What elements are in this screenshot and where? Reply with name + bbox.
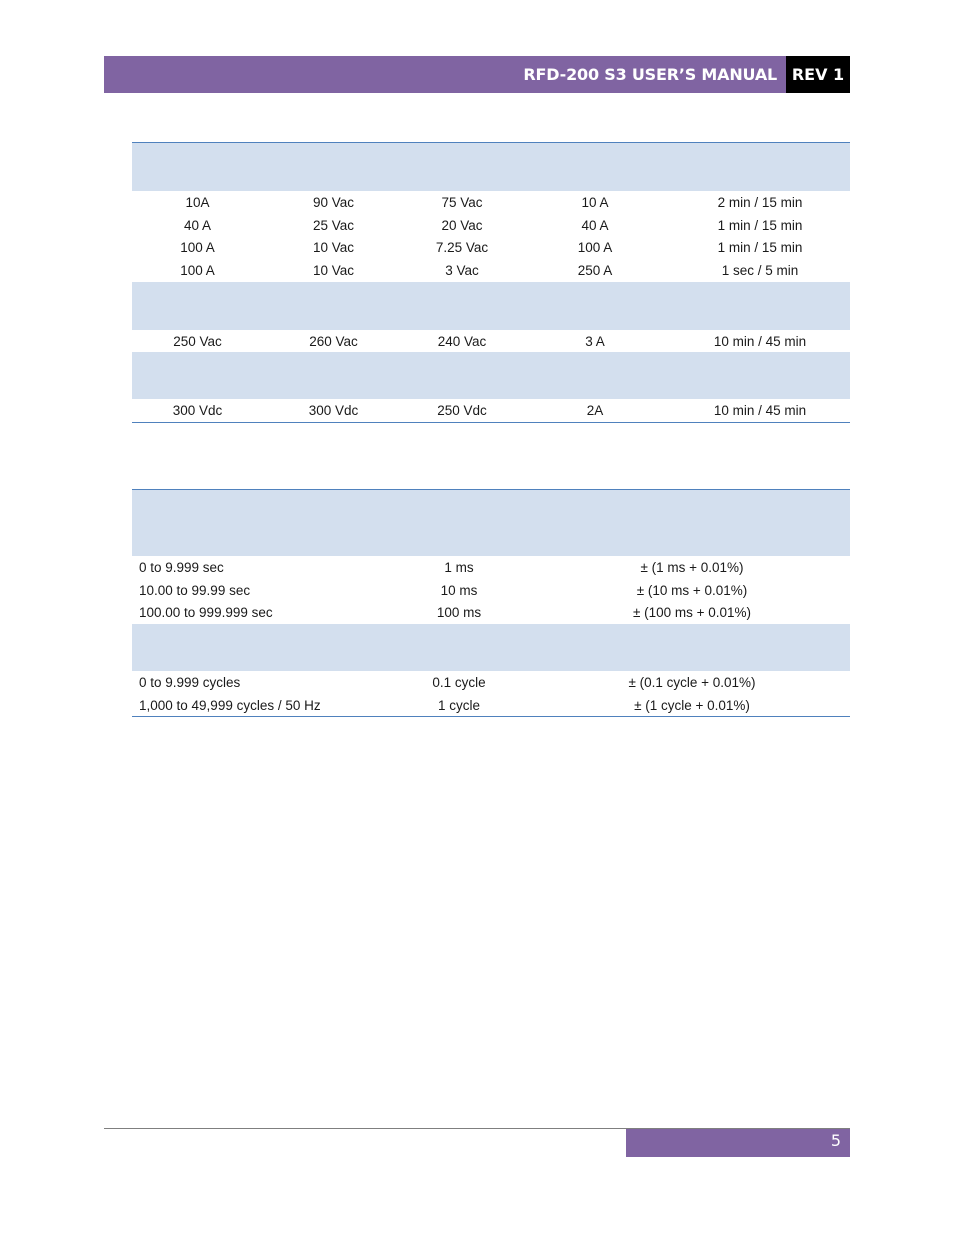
- table-cell: 100.00 to 999.999 sec: [139, 605, 273, 621]
- table-cell: ± (0.1 cycle + 0.01%): [628, 674, 756, 690]
- table-cell: 1 ms: [444, 559, 474, 575]
- table-cell: 10 ms: [440, 582, 478, 598]
- table-cell: 3 Vac: [445, 262, 479, 278]
- table-cell: ± (10 ms + 0.01%): [636, 582, 748, 598]
- table-cell: 300 Vdc: [308, 403, 359, 419]
- table-cell: 250 A: [577, 262, 613, 278]
- table-row: [132, 671, 850, 694]
- table-cell: 1,000 to 49,999 cycles / 50 Hz: [139, 697, 321, 713]
- table-section-band: [132, 143, 850, 192]
- table-cell: 40 A: [581, 217, 609, 233]
- table-cell: 0 to 9.999 cycles: [139, 674, 241, 690]
- table-row: [132, 191, 850, 214]
- table-row: [132, 330, 850, 353]
- footer-bar: [626, 1129, 850, 1157]
- table-cell: ± (1 cycle + 0.01%): [634, 697, 750, 713]
- table-cell: 10 A: [581, 194, 609, 210]
- table-cell: 75 Vac: [441, 194, 483, 210]
- table-cell: 2 min / 15 min: [717, 194, 803, 210]
- table-cell: 10 Vac: [312, 262, 355, 278]
- table-row: [132, 259, 850, 282]
- table-cell: 25 Vac: [312, 217, 355, 233]
- page-number: 5: [830, 1131, 841, 1150]
- table-cell: 100 A: [180, 240, 215, 256]
- table-row: [132, 236, 850, 259]
- table-cell: 1 sec / 5 min: [721, 262, 799, 278]
- timer-specifications-table: [132, 489, 850, 717]
- table-cell: 1 min / 15 min: [717, 217, 803, 233]
- table-cell: 20 Vac: [441, 217, 483, 233]
- table-section-band: [132, 282, 850, 330]
- revision-badge: REV 1: [786, 56, 850, 93]
- table-cell: 40 A: [183, 217, 212, 233]
- table-cell: 250 Vac: [173, 333, 222, 349]
- output-specifications-table: [132, 142, 850, 423]
- table-row: [132, 579, 850, 602]
- table-cell: 2A: [586, 403, 604, 419]
- table-cell: ± (1 ms + 0.01%): [640, 559, 744, 575]
- table-row: [132, 399, 850, 422]
- header-bar: [104, 56, 786, 93]
- table-cell: 7.25 Vac: [435, 240, 489, 256]
- table-cell: 1 min / 15 min: [717, 240, 803, 256]
- table-cell: 10A: [185, 194, 210, 210]
- table-cell: 10.00 to 99.99 sec: [139, 582, 251, 598]
- table-cell: 1 cycle: [437, 697, 481, 713]
- table-section-band: [132, 490, 850, 557]
- table-cell: 90 Vac: [312, 194, 355, 210]
- table-cell: 3 A: [585, 333, 605, 349]
- table-cell: 0 to 9.999 sec: [139, 559, 224, 575]
- table-cell: 100 A: [577, 240, 613, 256]
- table-cell: 10 min / 45 min: [713, 333, 807, 349]
- table-section-band: [132, 624, 850, 671]
- table-cell: 100 ms: [436, 605, 482, 621]
- table-row: [132, 601, 850, 624]
- manual-title: RFD-200 S3 USER’S MANUAL: [523, 65, 777, 84]
- table-cell: 0.1 cycle: [432, 674, 486, 690]
- table-cell: 250 Vdc: [437, 403, 487, 419]
- table-row: [132, 214, 850, 237]
- table-cell: 10 Vac: [312, 240, 355, 256]
- table-section-band: [132, 352, 850, 399]
- table-cell: 240 Vac: [437, 333, 487, 349]
- table-row: [132, 694, 850, 717]
- table-cell: 10 min / 45 min: [713, 403, 807, 419]
- table-cell: ± (100 ms + 0.01%): [632, 605, 752, 621]
- table-cell: 100 A: [180, 262, 215, 278]
- table-cell: 300 Vdc: [172, 403, 223, 419]
- table-cell: 260 Vac: [309, 333, 358, 349]
- table-row: [132, 556, 850, 579]
